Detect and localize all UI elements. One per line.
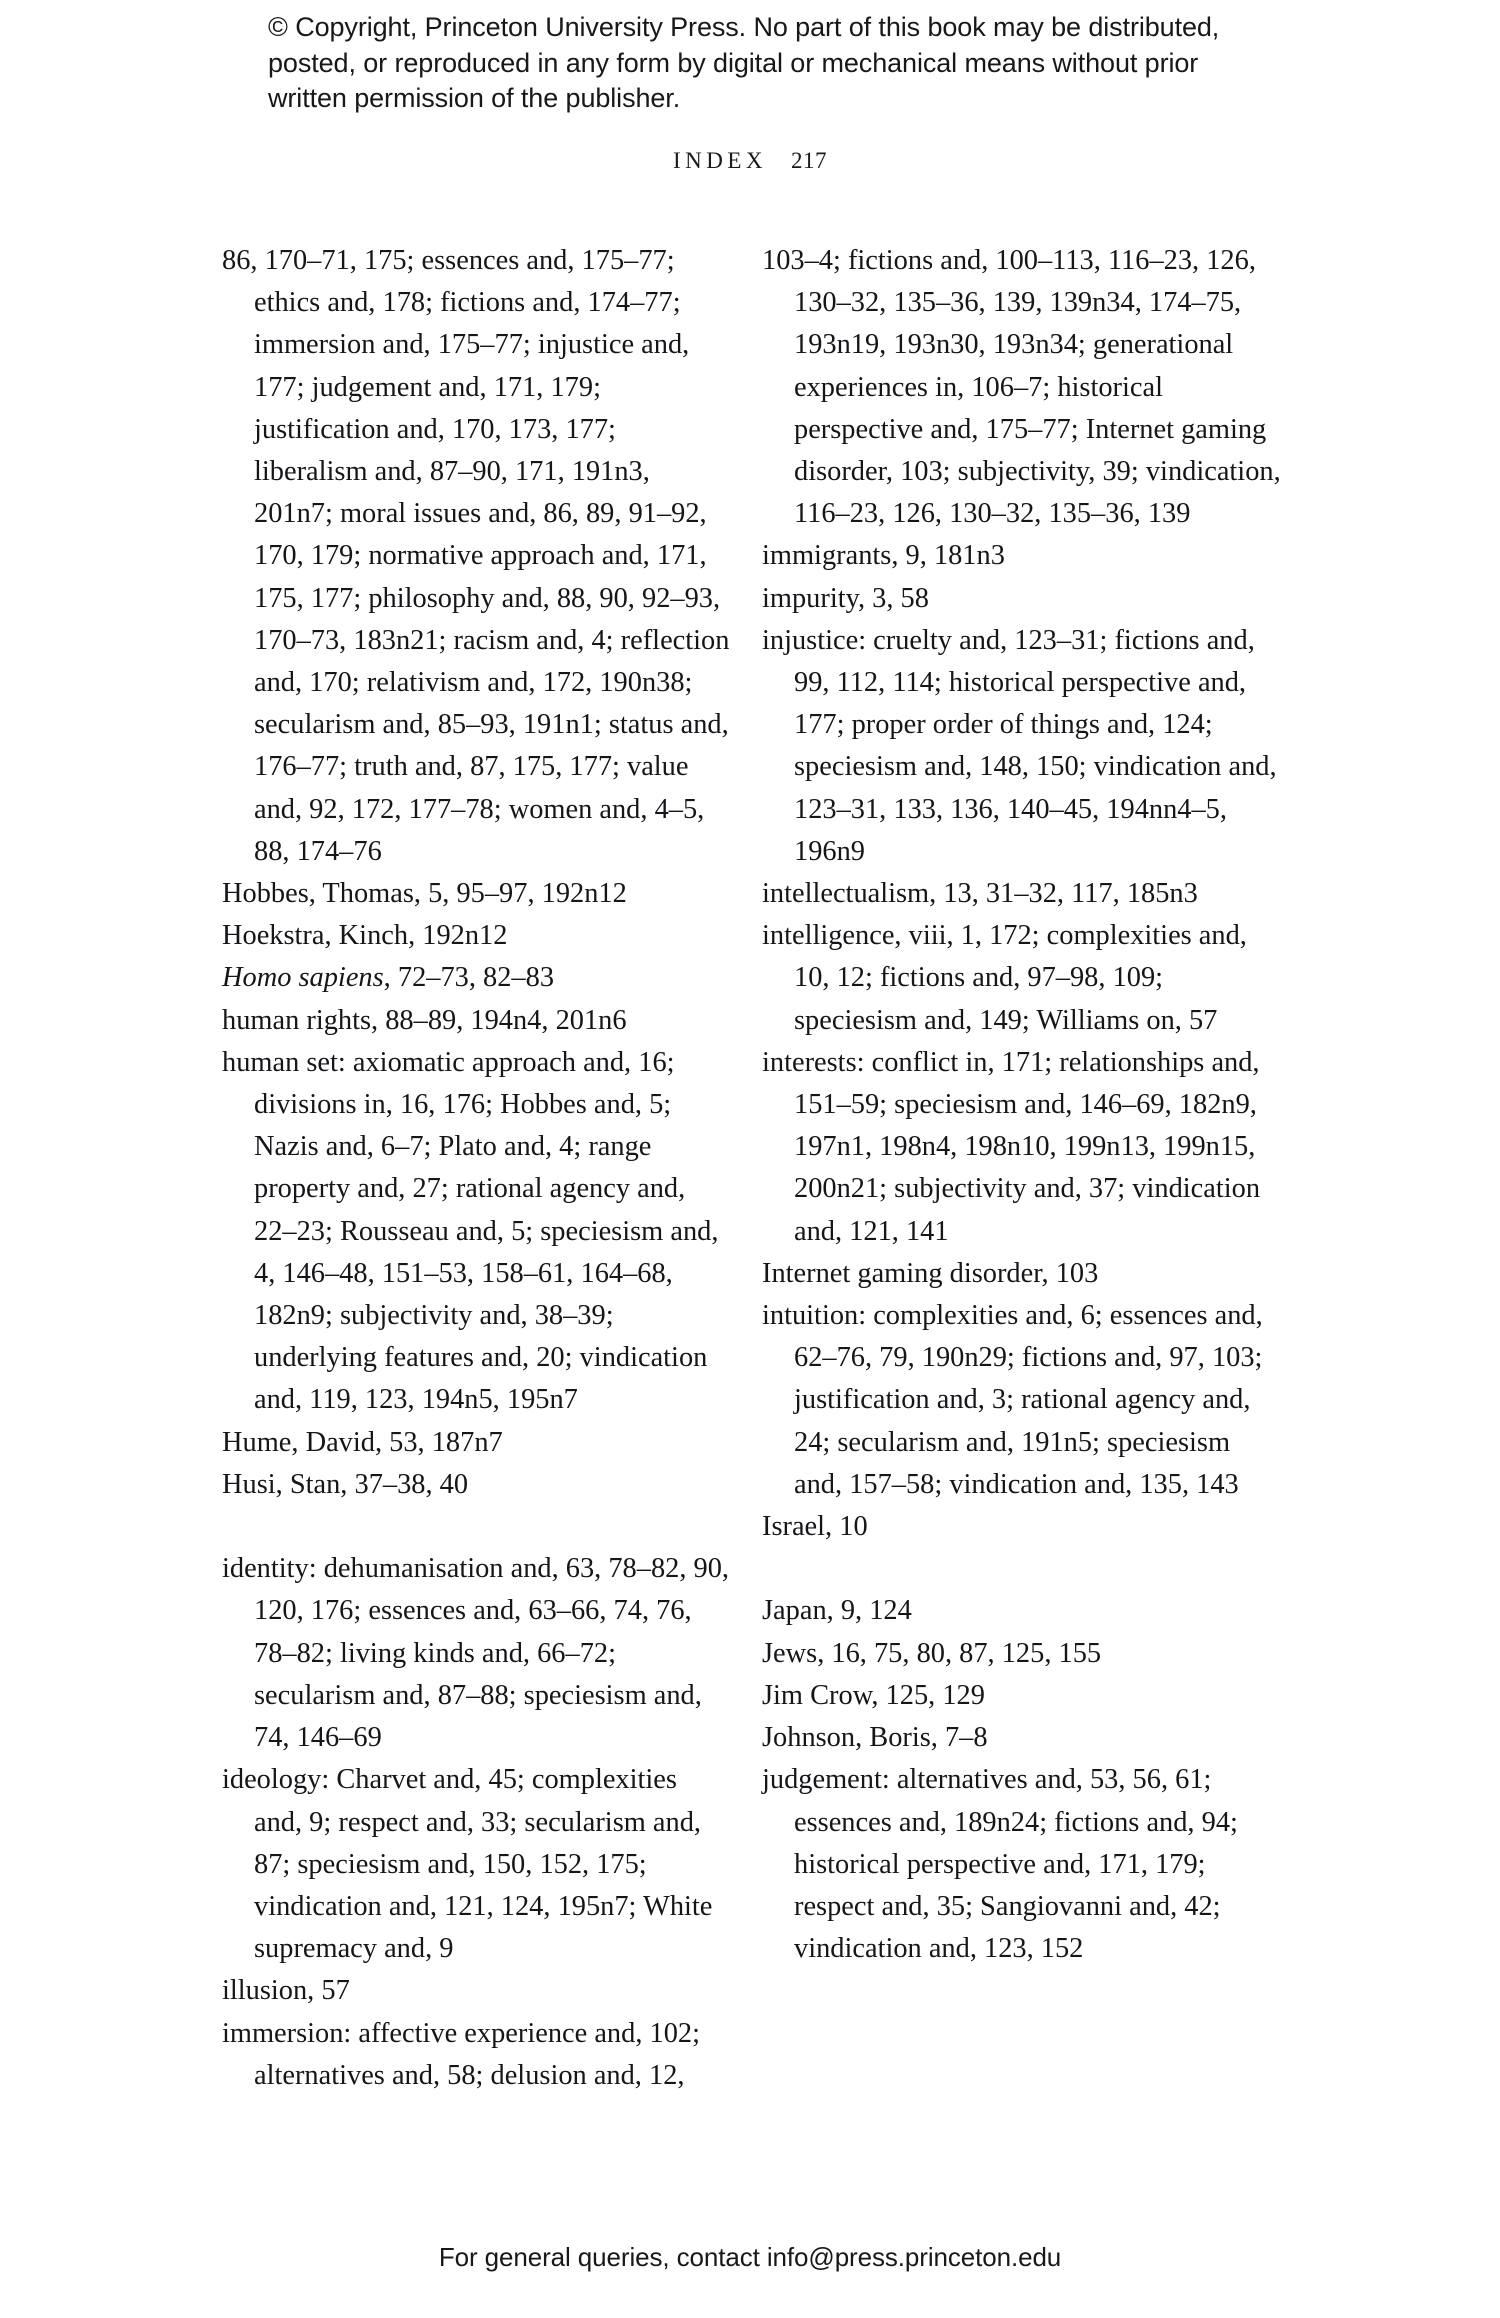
section-gap xyxy=(222,1506,732,1548)
index-entry-continuation: 86, 170–71, 175; essences and, 175–77; ethics and, 178; fictions and, 174–77; immersion and, 175–77; injustice and, 177; judgement and, 171, 179; justification and, 170, 173, 177; liberalism and, 87–90, 171, 191n3, 201n7; moral issues and, 86, 89, 91–92, 170, 179; normative approach and, 171, 175, 177; philosophy and, 88, 90, 92–93, 170–73, 183n21; racism and, 4; reflection and, 170; relativism and, 172, 190n38; secularism and, 85–93, 191n1; status and, 176–77; truth and, 87, 175, 177; value and, 92, 172, 177–78; women and, 4–5, 88, 174–76 xyxy=(222,245,737,867)
index-entry: Japan, 9, 124 xyxy=(762,1595,912,1627)
index-column-left xyxy=(222,240,737,2097)
index-entry: ideology: Charvet and, 45; complexities and, 9; respect and, 33; secularism and, 87; speciesism and, 150, 152, 175; vindication and, 121, 124, 195n7; White supremacy and, 9 xyxy=(222,1764,720,1965)
running-head-label: INDEX xyxy=(672,148,768,173)
index-entry: judgement: alternatives and, 53, 56, 61; essences and, 189n24; fictions and, 94; historical perspective and, 171, 179; respect and, 35; Sangiovanni and, 42; vindication and, 123, 152 xyxy=(762,1764,1246,1965)
index-entry-continuation: 103–4; fictions and, 100–113, 116–23, 126, 130–32, 135–36, 139, 139n34, 174–75, 193n19, 193n30, 193n34; generational experiences in, 106–7; historical perspective and, 175–77; Internet gaming disorder, 103; subjectivity, 39; vindication, 116–23, 126, 130–32, 135–36, 139 xyxy=(762,245,1288,530)
index-entry: Hume, David, 53, 187n7 xyxy=(222,1426,503,1458)
index-entry: immigrants, 9, 181n3 xyxy=(762,540,1005,572)
index-entry: Husi, Stan, 37–38, 40 xyxy=(222,1468,469,1500)
index-entry: human set: axiomatic approach and, 16; divisions in, 16, 176; Hobbes and, 5; Nazis and, 6–7; Plato and, 4; range property and, 27; rational agency and, 22–23; Rousseau and, 5; speciesism and, 4, 146–48, 151–53, 158–61, 164–68, 182n9; subjectivity and, 38–39; underlying features and, 20; vindication and, 119, 123, 194n5, 195n7 xyxy=(222,1046,726,1416)
index-entry: intellectualism, 13, 31–32, 117, 185n3 xyxy=(762,878,1198,910)
index-entry: Johnson, Boris, 7–8 xyxy=(762,1722,988,1754)
index-entry: Internet gaming disorder, 103 xyxy=(762,1257,1099,1289)
index-entry: intelligence, viii, 1, 172; complexities and, 10, 12; fictions and, 97–98, 109; speciesism and, 149; Williams on, 57 xyxy=(762,920,1255,1036)
index-entry: Hoekstra, Kinch, 192n12 xyxy=(222,920,508,952)
index-entry: Israel, 10 xyxy=(762,1511,868,1543)
index-entry: intuition: complexities and, 6; essences and, 62–76, 79, 190n29; fictions and, 97, 103; justification and, 3; rational agency and, 24; secularism and, 191n5; speciesism and, 157–58; vindication and, 135, 143 xyxy=(762,1300,1270,1500)
index-entry: identity: dehumanisation and, 63, 78–82, 90, 120, 176; essences and, 63–66, 74, 76, 78–82; living kinds and, 66–72; secularism and, 87–88; speciesism and, 74, 146–69 xyxy=(222,1553,737,1754)
index-entry-italic-term: Homo sapiens xyxy=(222,962,384,994)
index-body xyxy=(0,240,1500,2140)
index-entry: immersion: affective experience and, 102; alternatives and, 58; delusion and, 12, xyxy=(222,2017,708,2091)
index-entry: interests: conflict in, 171; relationships and, 151–59; speciesism and, 146–69, 182n9, 197n1, 198n4, 198n10, 199n13, 199n15, 200n21; subjectivity and, 37; vindication and, 121, 141 xyxy=(762,1046,1268,1247)
footer-notice: For general queries, contact info@press.princeton.edu xyxy=(438,2242,1062,2272)
index-entry: human rights, 88–89, 194n4, 201n6 xyxy=(222,1004,627,1036)
index-column-right xyxy=(762,240,1288,1970)
index-entry: Hobbes, Thomas, 5, 95–97, 192n12 xyxy=(222,878,627,910)
index-entry: Jews, 16, 75, 80, 87, 125, 155 xyxy=(762,1637,1102,1669)
copyright-notice: © Copyright, Princeton University Press. No part of this book may be distributed, posted, or reproduced in any form by digital or mechanical means without prior written permission of the publisher. xyxy=(268,12,1220,114)
index-entry: Homo sapiens, 72–73, 82–83 xyxy=(222,962,555,994)
index-entry: Jim Crow, 125, 129 xyxy=(762,1679,985,1711)
running-head xyxy=(0,148,1500,174)
page-folio-number: 217 xyxy=(791,148,828,173)
section-gap xyxy=(762,1548,1282,1590)
index-entry: impurity, 3, 58 xyxy=(762,582,929,614)
index-entry: injustice: cruelty and, 123–31; fictions and, 99, 112, 114; historical perspective and, 177; proper order of things and, 124; speciesism and, 148, 150; vindication and, 123–31, 133, 136, 140–45, 194nn4–5, 196n9 xyxy=(762,624,1284,867)
index-entry: illusion, 57 xyxy=(222,1975,350,2007)
